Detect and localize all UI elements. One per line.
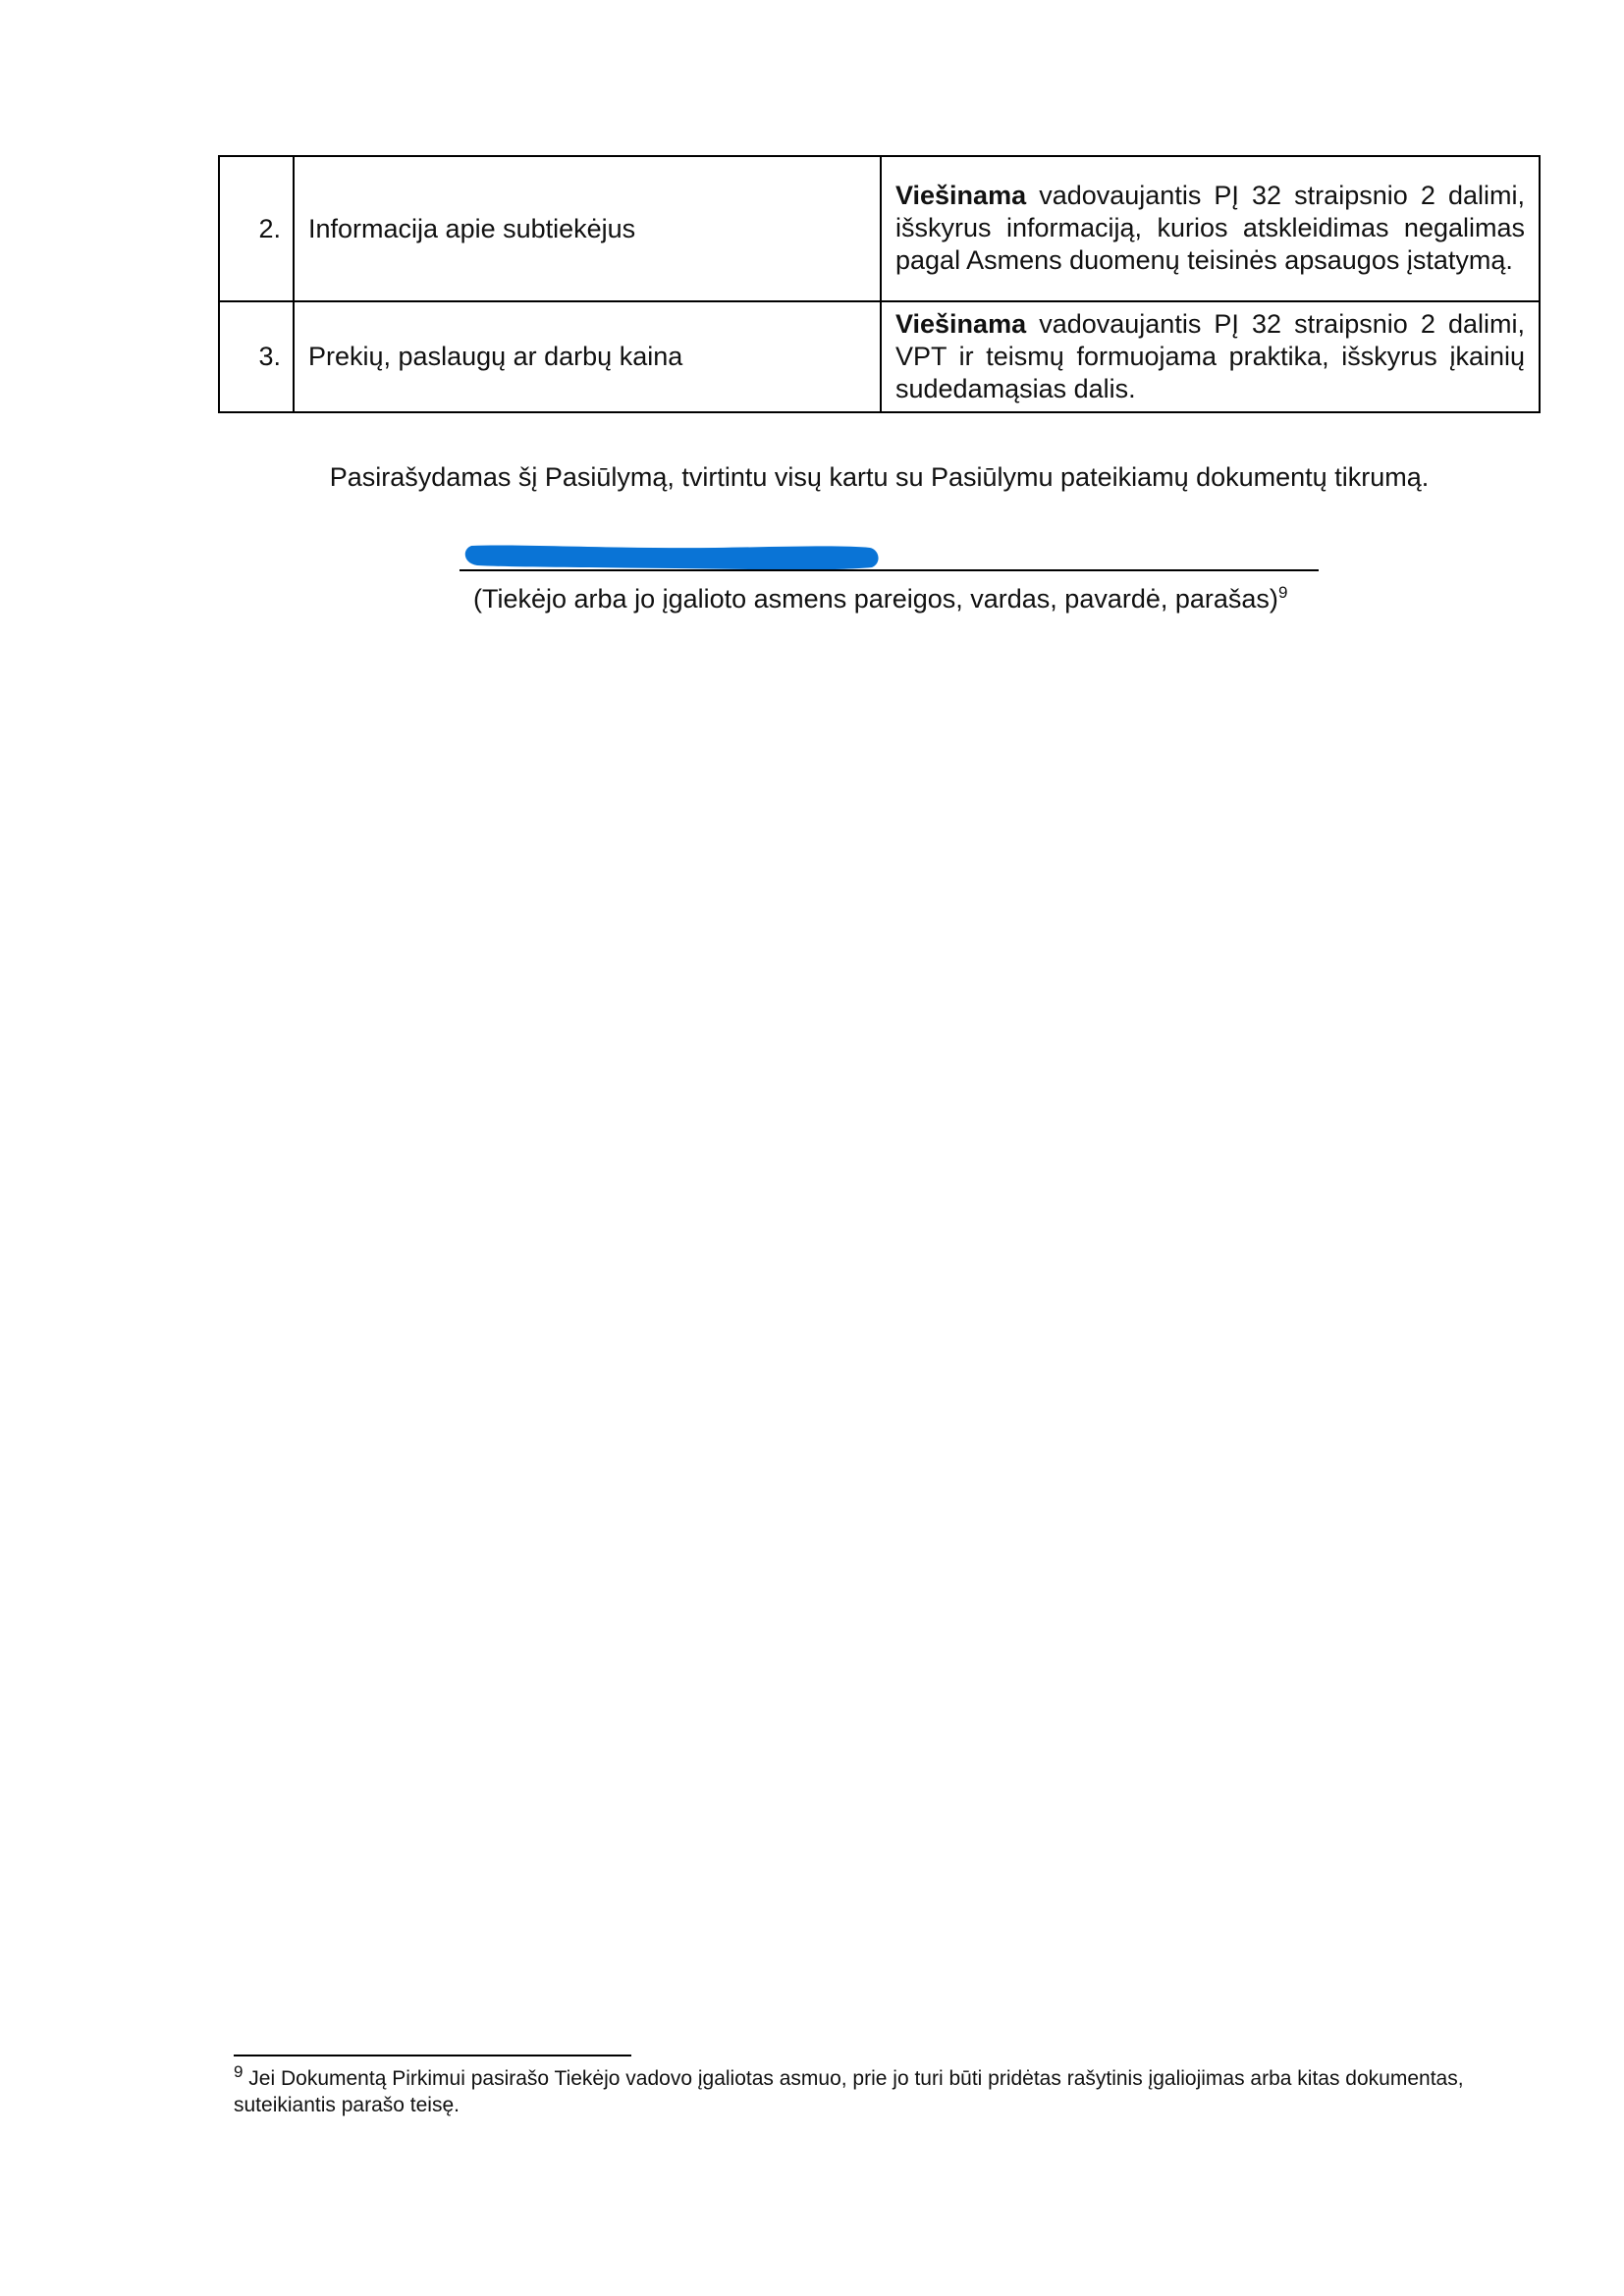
row-information-name: Prekių, paslaugų ar darbų kaina	[294, 301, 881, 412]
information-disclosure-table	[218, 155, 1541, 413]
footnote-body: Jei Dokumentą Pirkimui pasirašo Tiekėjo vadovo įgaliotas asmuo, prie jo turi būti pridėtas rašytinis įgaliojimas arba kitas dokumentas, suteikiantis parašo teisę.	[234, 2067, 1464, 2116]
signature-line	[460, 569, 1319, 571]
table-row	[219, 301, 1540, 412]
row-disclosure-description	[881, 301, 1540, 412]
disclosure-text: vadovaujantis PĮ 32 straipsnio 2 dalimi, VPT ir teismų formuojama praktika, išskyrus įkainių sudedamąsias dalis.	[895, 308, 1525, 403]
table-row	[219, 156, 1540, 301]
disclosure-status: Viešinama	[895, 181, 1027, 210]
signature-caption	[473, 583, 1287, 615]
footnote-marker: 9	[234, 2062, 244, 2081]
row-disclosure-description	[881, 156, 1540, 301]
footnote-reference[interactable]: 9	[1277, 583, 1288, 602]
redacted-signature-scribble	[460, 530, 892, 581]
row-information-name: Informacija apie subtiekėjus	[294, 156, 881, 301]
footnote	[234, 2062, 1559, 2118]
row-number: 3.	[219, 301, 294, 412]
footnote-divider	[234, 2055, 631, 2056]
row-number: 2.	[219, 156, 294, 301]
signature-caption-text: (Tiekėjo arba jo įgalioto asmens pareigos, vardas, pavardė, parašas)	[473, 584, 1278, 614]
disclosure-text: vadovaujantis PĮ 32 straipsnio 2 dalimi, išskyrus informaciją, kurios atskleidimas negalimas pagal Asmens duomenų teisinės apsaugos įstatymą.	[895, 181, 1525, 275]
disclosure-status: Viešinama	[895, 308, 1027, 339]
confirmation-statement: Pasirašydamas šį Pasiūlymą, tvirtintu visų kartu su Pasiūlymu pateikiamų dokumentų tikrumą.	[329, 462, 1430, 492]
